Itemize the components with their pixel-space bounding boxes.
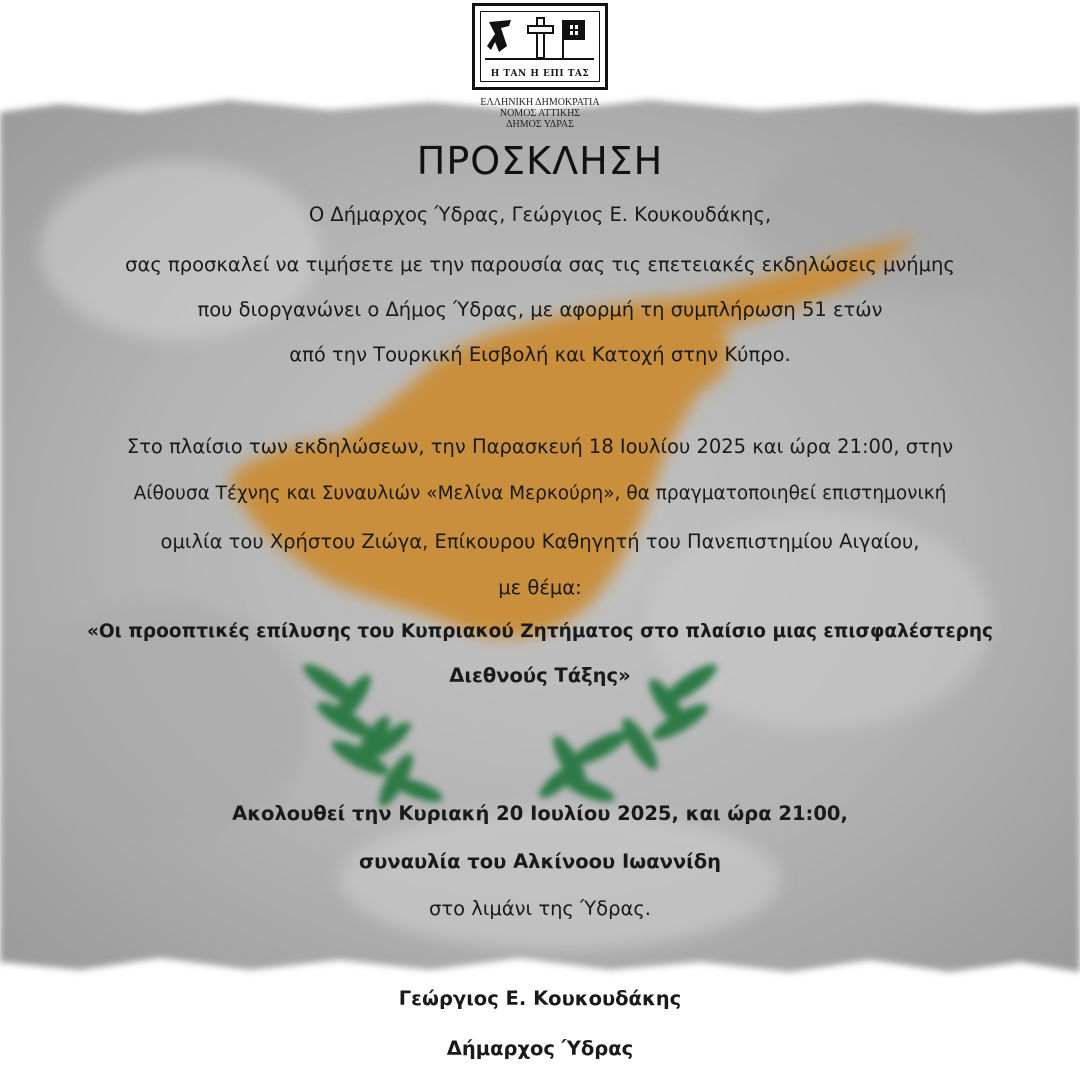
intro-line-3: που διοργανώνει ο Δήμος Ύδρας, με αφορμή τη συμπλήρωση 51 ετών bbox=[197, 298, 883, 321]
logo-frame bbox=[480, 11, 600, 82]
cross-flag-emblem-icon bbox=[481, 12, 598, 64]
concert-line-2: συναυλία του Αλκίνοου Ιωαννίδη bbox=[358, 850, 722, 873]
intro-line-2: σας προσκαλεί να τιμήσετε με την παρουσία σας τις επετειακές εκδηλώσεις μνήμης bbox=[125, 253, 955, 276]
lecture-line-1: Στο πλαίσιο των εκδηλώσεων, την Παρασκευή 18 Ιουλίου 2025 και ώρα 21:00, στην bbox=[126, 435, 954, 458]
authority-line-country: ΕΛΛΗΝΙΚΗ ΔΗΜΟΚΡΑΤΙΑ bbox=[480, 97, 600, 108]
lecture-line-2: Αίθουσα Τέχνης και Συναυλιών «Μελίνα Μερκούρη», θα πραγματοποιηθεί επιστημονική bbox=[133, 483, 947, 504]
concert-line-1: Ακολουθεί την Κυριακή 20 Ιουλίου 2025, και ώρα 21:00, bbox=[232, 802, 848, 825]
signature-role: Δήμαρχος Ύδρας bbox=[446, 1037, 634, 1060]
authority-line-prefecture: ΝΟΜΟΣ ΑΤΤΙΚΗΣ bbox=[499, 108, 581, 119]
topic-line-2: Διεθνούς Τάξης» bbox=[449, 664, 631, 687]
authority-line-municipality: ΔΗΜΟΣ ΥΔΡΑΣ bbox=[506, 119, 574, 130]
lecture-line-4: με θέμα: bbox=[498, 576, 582, 599]
concert-line-3: στο λιμάνι της Ύδρας. bbox=[429, 897, 651, 920]
signature-name: Γεώργιος Ε. Κουκουδάκης bbox=[398, 987, 682, 1010]
page-title: ΠΡΟΣΚΛΗΣΗ bbox=[416, 139, 664, 183]
municipality-logo bbox=[472, 3, 608, 90]
intro-line-4: από την Τουρκική Εισβολή και Κατοχή στην Κύπρο. bbox=[289, 343, 791, 366]
lecture-line-3: ομιλία του Χρήστου Ζιώγα, Επίκουρου Καθηγητή του Πανεπιστημίου Αιγαίου, bbox=[160, 530, 920, 553]
topic-line-1: «Οι προοπτικές επίλυσης του Κυπριακού Ζητήματος στο πλαίσιο μιας επισφαλέστερης bbox=[86, 621, 994, 642]
intro-line-1: Ο Δήμαρχος Ύδρας, Γεώργιος Ε. Κουκουδάκης, bbox=[308, 203, 772, 226]
logo-motto: Η ΤΑΝ Η ΕΠΙ ΤΑΣ bbox=[490, 69, 590, 79]
